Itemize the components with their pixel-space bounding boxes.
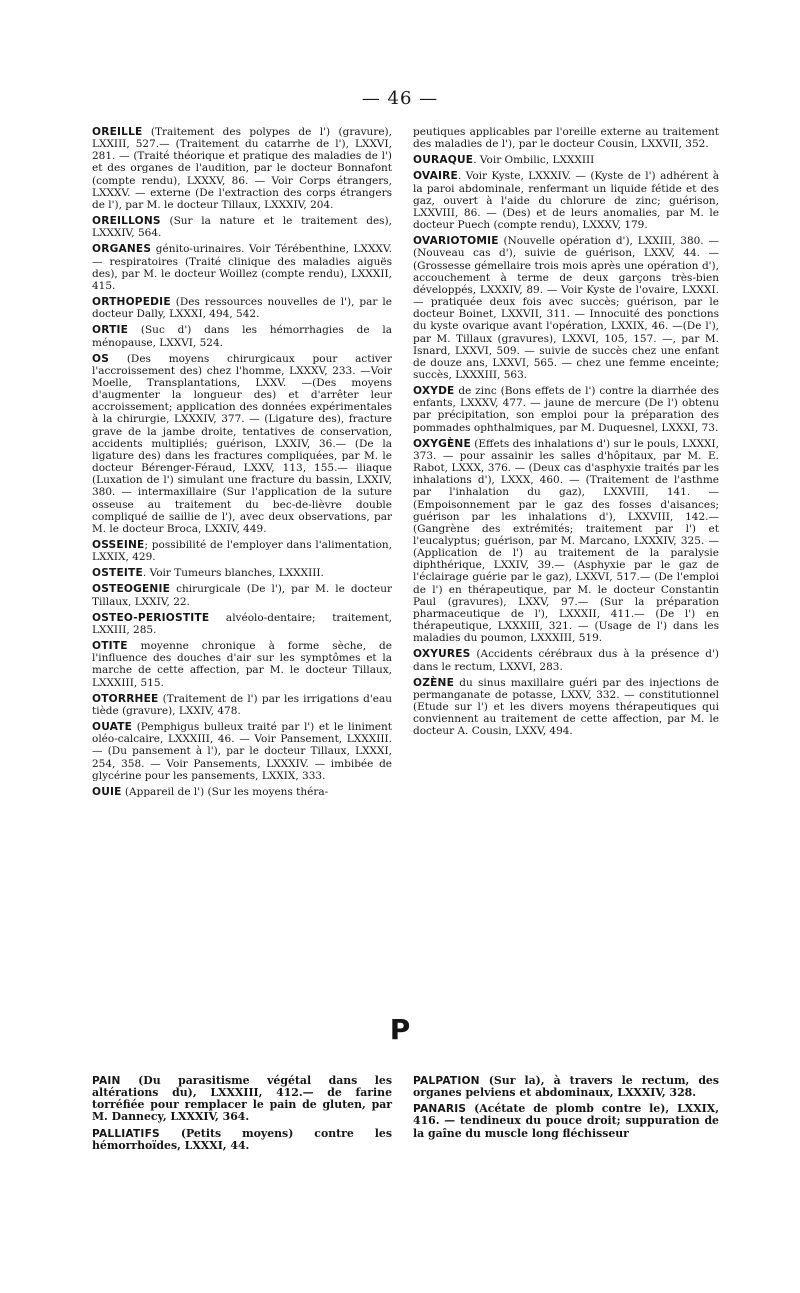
entry-text: du sinus maxillaire guéri par des injections de permanganate de potasse, LXXV, 332. — constitutionnel (Etude sur l') et les divers moyens thérapeutiques qui conviennent au traitement de cette affection, par M. le docteur A. Cousin, LXXV, 494. — [413, 676, 719, 738]
bottom-left-column — [92, 1075, 392, 1156]
entry-text: . Voir Tumeurs blanches, LXXXIII. — [142, 567, 324, 580]
index-entry — [413, 1103, 719, 1139]
index-entry — [92, 243, 392, 292]
entry-text: chirurgicale (De l'), par M. le docteur Tillaux, LXXIV, 22. — [92, 583, 392, 608]
index-entry — [92, 612, 392, 636]
entry-text: (Pemphigus bulleux traité par l') et le liniment oléo-calcaire, LXXXIII, 46. — Voir Pansement, LXXXIII. — (Du pansement à l'), par le docteur Tillaux, LXXXI, 254, 358. — Voir Pansements, LXXXIV. — imbibée de glycérine pour les pansements, LXXIX, 333. — [92, 721, 392, 782]
entry-headword: OREILLONS — [92, 215, 161, 228]
left-column — [92, 126, 392, 802]
entry-headword: OXYURES — [413, 648, 471, 661]
entry-text: (Du parasitisme végétal dans les altérations du), LXXXIII, 412.— de farine torréfiée pour remplacer le pain de gluten, par M. Dannecy, LXXXIV, 364. — [92, 1074, 392, 1124]
entry-headword: PAIN — [92, 1075, 121, 1087]
entry-text: (Suc d') dans les hémorrhagies de la ménopause, LXXVI, 524. — [92, 324, 392, 349]
entry-headword: PALLIATIFS — [92, 1127, 160, 1140]
entry-text: génito-urinaires. Voir Térébenthine, LXXXV. — respiratoires (Traité clinique des maladies aiguës des), par M. le docteur Woillez (compte rendu), LXXXII, 415. — [92, 243, 392, 292]
entry-text: (Appareil de l') (Sur les moyens théra- — [121, 785, 329, 798]
entry-text: (Nouvelle opération d'), LXXIII, 380. — (Nouveau cas d'), suivie de guérison, LXXV, 44. — (Grossesse gémellaire trois mois après une opération d'), accouchement à terme de deux garçons très-bien développés, LXXXIV, 89. — Voir Kyste de l'ovaire, LXXXI. — pratiquée deux fois avec succès; guérison, par le docteur Boinet, LXXVII, 311. — Innocuité des ponctions du kyste ovarique avant l'opération, LXXIX, 46. —(De l'), par M. Tillaux (gravures), LXXVI, 105, 157. —, par M. Isnard, LXXVI, 509. — suivie de succès chez une enfant de douze ans, LXXVI, 565. — chez une femme enceinte; succès, LXXXIII, 563. — [413, 235, 719, 381]
index-entry — [413, 438, 719, 645]
index-entry — [92, 215, 392, 239]
entry-text: (Effets des inhalations d') sur le pouls, LXXXI, 373. — pour assainir les salles d'hôpitaux, par M. E. Rabot, LXXX, 376. — (Deux cas d'asphyxie traités par les inhalations d'), LXXX, 460. — (Traitement de l'asthme par l'inhalation du gaz), LXXVIII, 141. — (Empoisonnement par le gaz des fosses d'aisances; guérison par les inhalations d'), LXXVIII, 142.—(Gangrène des extrémités; traitement par l') et l'eucalyptus; guérison, par M. Marcano, LXXXIV, 325. — (Application de l') au traitement de la paralysie diphthérique, LXXIV, 39.— (Asphyxie par le gaz de l'éclairage guérie par le gaz), LXXVI, 517.— (De l'emploi de l') en thérapeutique, par M. le docteur Constantin Paul (gravures), LXXV, 97.— (Sur la préparation pharmaceutique de l'), LXXXII, 411.— (De l') en thérapeutique, LXXXIII, 321. — (Usage de l') dans les maladies du poumon, LXXXIII, 519. — [413, 437, 720, 645]
entry-headword: OXYDE — [413, 385, 455, 398]
entry-text: . Voir Kyste, LXXXIV. — (Kyste de l') adhérent à la paroi abdominale, renfermant un liquide fétide et des gaz, ouvert à l'aide du chlorure de zinc; guérison, LXXVIII, 86. — (Des) et de leurs anomalies, par M. le docteur Puech (compte rendu), LXXXV, 179. — [413, 170, 719, 232]
entry-headword: OSTEITE — [92, 567, 143, 580]
index-entry — [92, 1128, 392, 1152]
entry-headword: PANARIS — [413, 1103, 467, 1116]
index-entry — [92, 786, 392, 798]
entry-text: . Voir Ombilic, LXXXIII — [473, 154, 595, 167]
index-entry — [92, 721, 392, 782]
entry-headword: OS — [92, 352, 110, 365]
index-entry — [413, 1075, 719, 1099]
page-number: — 46 — — [361, 88, 439, 109]
entry-headword: ORTIE — [92, 324, 129, 337]
entry-headword: OURAQUE — [413, 154, 474, 167]
index-entry — [413, 235, 719, 381]
entry-text: (Traitement de l') par les irrigations d'eau tiède (gravure), LXXIV, 478. — [92, 692, 392, 717]
index-entry — [413, 648, 719, 672]
entry-text: de zinc (Bons effets de l') contre la diarrhée des enfants, LXXXV, 477. — jaune de mercure (De l') obtenu par précipitation, son emploi pour la préparation des pommades ophthalmiques, par M. Duquesnel, LXXXI, 73. — [413, 385, 719, 434]
entry-text: (Acétate de plomb contre le), LXXIX, 416. — tendineux du pouce droit; suppuration de la gaîne du muscle long fléchisseur — [413, 1102, 719, 1140]
entry-headword: OXYGÈNE — [413, 437, 471, 450]
index-entry — [92, 1075, 392, 1124]
index-entry — [413, 170, 719, 231]
index-entry — [92, 539, 392, 563]
index-entry — [92, 126, 392, 211]
index-entry — [92, 640, 392, 689]
index-entry — [92, 296, 392, 320]
entry-text: (Traitement des polypes de l') (gravure), LXXIII, 527.— (Traitement du catarrhe de l'), LXXVI, 281. — (Traité théorique et pratique des maladies de l') et des organes de l'audition, par le docteur Bonnafont (compte rendu), LXXXV, 86. — Voir Corps étrangers, LXXXV. — externe (De l'extraction des corps étrangers de l'), par M. le docteur Tillaux, LXXXIV, 204. — [92, 126, 392, 211]
index-entry — [92, 353, 392, 535]
entry-headword: OSTEOGENIE — [92, 583, 171, 596]
entry-headword: PALPATION — [413, 1075, 480, 1087]
entry-text: ; possibilité de l'employer dans l'alimentation, LXXIX, 429. — [92, 539, 392, 564]
entry-text: (Des moyens chirurgicaux pour activer l'accroissement des) chez l'homme, LXXXV, 233. —Voir Moelle, Transplantations, LXXV. —(Des moyens d'augmenter la longueur des) et d'arrêter leur accroissement; application des données expérimentales à la chirurgie, LXXXIV, 377. — (Ligature des), fracture grave de la jambe droite, tentatives de conservation, accidents multipliés; guérison, LXXIV, 36.— (De la ligature des) dans les fractures compliquées, par M. le docteur Bérenger-Féraud, LXXV, 113, 155.— iliaque (Luxation de l') simulant une fracture du bassin, LXXIV, 380. — intermaxillaire (Sur l'application de la suture osseuse au traitement du bec-de-lièvre double compliqué de saillie de l'), avec deux observations, par M. le docteur Broca, LXXIV, 449. — [92, 352, 392, 535]
right-column — [413, 126, 719, 742]
entry-headword: OUATE — [92, 721, 133, 734]
entry-text: alvéolo-dentaire; traitement, LXXIII, 285. — [92, 611, 392, 636]
entry-headword: OSTEO-PERIOSTITE — [92, 611, 210, 624]
entry-text: moyenne chronique à forme sèche, de l'influence des douches d'air sur les symptômes et la marche de cette affection, par M. le docteur Tillaux, LXXXIII, 515. — [92, 640, 392, 689]
index-entry — [92, 583, 392, 607]
entry-text: peutiques applicables par l'oreille externe au traitement des maladies de l'), par le docteur Cousin, LXXVII, 352. — [413, 126, 719, 151]
entry-headword: ORTHOPEDIE — [92, 296, 171, 309]
entry-text: (Sur la), à travers le rectum, des organes pelviens et abdominaux, LXXXIV, 328. — [413, 1074, 719, 1100]
index-entry — [92, 324, 392, 348]
entry-text: (Des ressources nouvelles de l'), par le docteur Dally, LXXXI, 494, 542. — [92, 296, 392, 321]
entry-headword: OUIE — [92, 785, 122, 798]
entry-headword: OREILLE — [92, 126, 143, 138]
entry-headword: ORGANES — [92, 243, 152, 256]
entry-headword: OVARIOTOMIE — [413, 235, 499, 248]
index-entry — [413, 385, 719, 434]
section-letter: P — [389, 1013, 411, 1046]
index-entry — [413, 154, 719, 166]
index-entry — [92, 567, 392, 579]
entry-text: (Sur la nature et le traitement des), LXXXIV, 564. — [92, 215, 392, 240]
entry-headword: OTITE — [92, 640, 128, 653]
entry-text: (Petits moyens) contre les hémorrhoïdes, LXXXI, 44. — [92, 1126, 392, 1152]
entry-headword: OTORRHEE — [92, 692, 159, 705]
entry-headword: OSSEINE — [92, 539, 145, 551]
bottom-right-column — [413, 1075, 719, 1144]
entry-text: (Accidents cérébraux dus à la présence d') dans le rectum, LXXVI, 283. — [413, 648, 719, 673]
index-entry — [413, 677, 719, 738]
index-entry — [413, 126, 719, 150]
index-entry — [92, 693, 392, 717]
entry-headword: OZÈNE — [413, 676, 455, 689]
entry-headword: OVAIRE — [413, 170, 458, 183]
